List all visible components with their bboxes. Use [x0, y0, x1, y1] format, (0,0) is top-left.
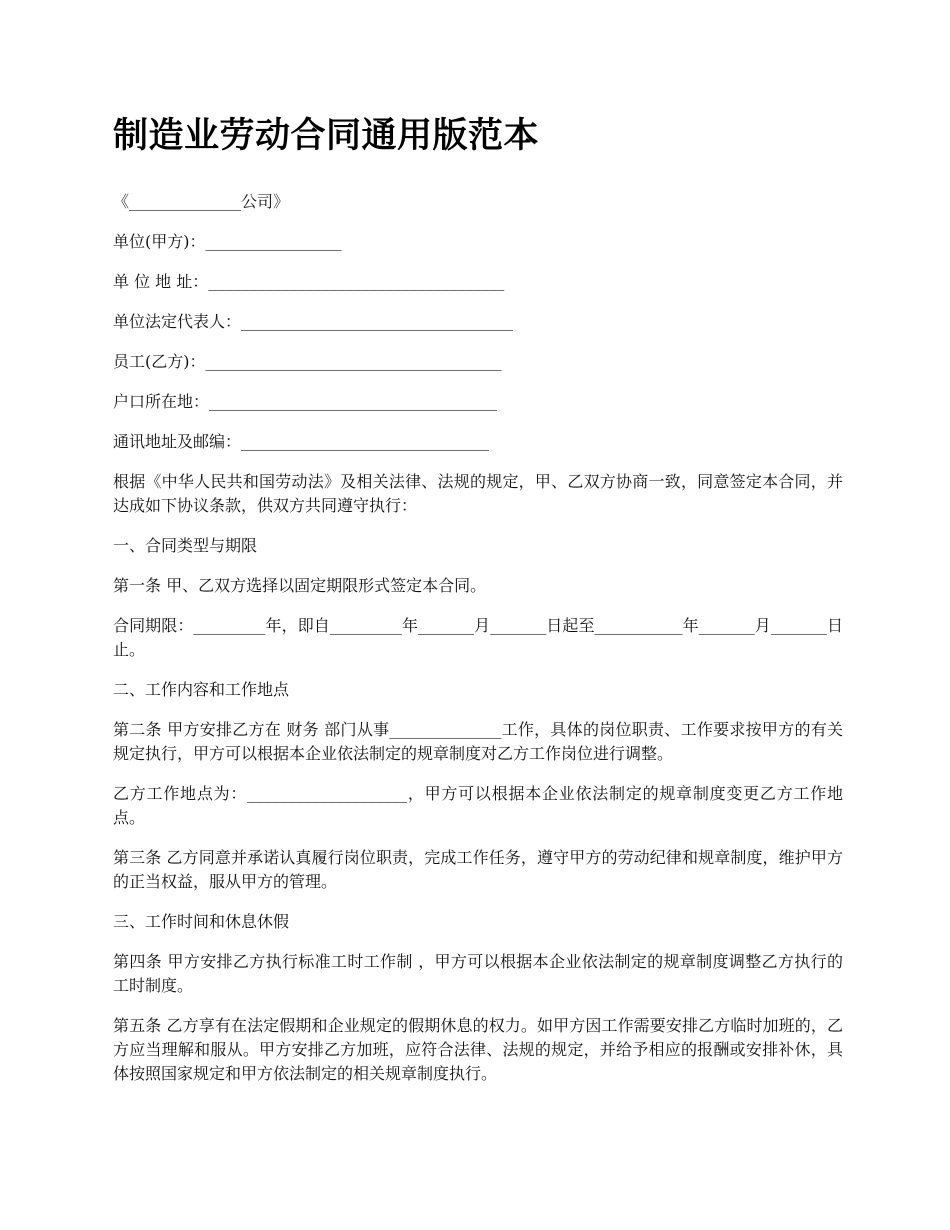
contract-term-paragraph: 合同期限：_________年，即自_________年_______月_______日起至___________年_______月_______日止。: [113, 616, 843, 659]
section-heading-work-content: 二、工作内容和工作地点: [113, 680, 290, 699]
employee-line: 员工(乙方)：_____________________________________: [113, 352, 502, 371]
article-2: 第二条 甲方安排乙方在 财务 部门从事______________工作，具体的岗位职责、工作要求按甲方的有关规定执行，甲方可以根据本企业依法制定的规章制度对乙方工作岗位进行调整。: [113, 720, 843, 763]
mailing-address-line: 通讯地址及邮编：_______________________________: [113, 432, 490, 451]
preamble-paragraph: 根据《中华人民共和国劳动法》及相关法律、法规的规定，甲、乙双方协商一致，同意签定本合同，并达成如下协议条款，供双方共同遵守执行：: [113, 472, 843, 515]
legal-representative-line: 单位法定代表人：__________________________________: [113, 312, 514, 331]
employer-line: 单位(甲方)：_________________: [113, 232, 342, 251]
document-page: [113, 108, 843, 1102]
employer-address-line: 单 位 地 址：_____________________________________: [113, 272, 505, 291]
article-1: 第一条 甲、乙双方选择以固定期限形式签定本合同。: [113, 576, 487, 595]
section-heading-working-hours: 三、工作时间和休息休假: [113, 912, 290, 931]
document-title: 制造业劳动合同通用版范本: [113, 116, 540, 156]
article-4: 第四条 甲方安排乙方执行标准工时工作制 ，甲方可以根据本企业依法制定的规章制度调整乙方执行的工时制度。: [113, 952, 843, 995]
section-heading-contract-type: 一、合同类型与期限: [113, 536, 258, 555]
work-location-paragraph: 乙方工作地点为：____________________，甲方可以根据本企业依法制定的规章制度变更乙方工作地点。: [113, 784, 843, 827]
article-5: 第五条 乙方享有在法定假期和企业规定的假期休息的权力。如甲方因工作需要安排乙方临时加班的，乙方应当理解和服从。甲方安排乙方加班，应符合法律、法规的规定，并给予相应的报酬或安排补休，具体按照国家规定和甲方依法制定的相关规章制度执行。: [113, 1016, 843, 1083]
household-registration-line: 户口所在地：____________________________________: [113, 392, 498, 411]
article-3: 第三条 乙方同意并承诺认真履行岗位职责，完成工作任务，遵守甲方的劳动纪律和规章制度，维护甲方的正当权益，服从甲方的管理。: [113, 848, 843, 891]
company-name-line: 《______________公司》: [113, 192, 290, 211]
